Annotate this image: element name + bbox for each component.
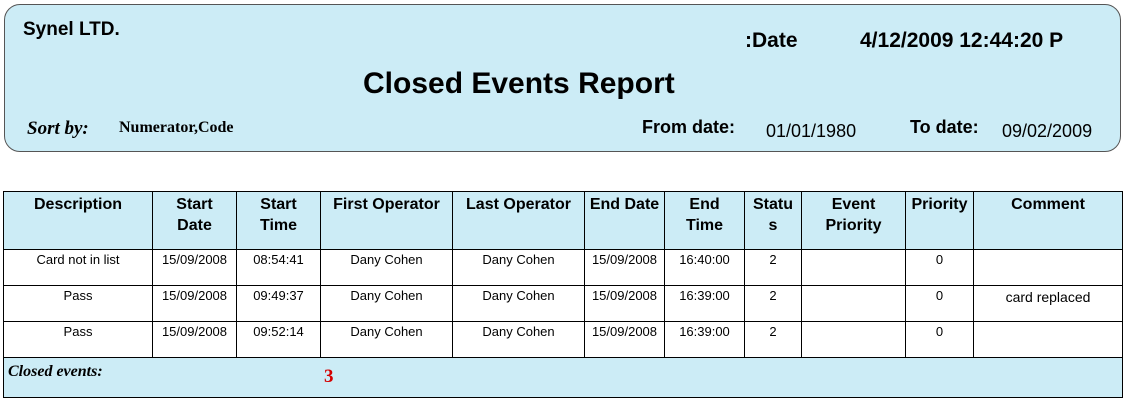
cell-start-date: 15/09/2008 xyxy=(153,250,237,286)
cell-end-time: 16:39:00 xyxy=(665,322,745,358)
cell-comment: card replaced xyxy=(974,286,1123,322)
cell-start-time: 08:54:41 xyxy=(237,250,321,286)
cell-last-operator: Dany Cohen xyxy=(453,250,585,286)
column-header-description: Description xyxy=(4,192,153,250)
table-row xyxy=(4,322,1123,358)
from-date-label: From date: xyxy=(642,117,736,137)
cell-end-date: 15/09/2008 xyxy=(585,322,665,358)
cell-comment xyxy=(974,322,1123,358)
cell-priority: 0 xyxy=(906,250,974,286)
cell-status: 2 xyxy=(745,250,802,286)
closed-events-label: Closed events: xyxy=(8,363,103,380)
to-date-value: 09/02/2009 xyxy=(1002,121,1093,141)
cell-start-date: 15/09/2008 xyxy=(153,286,237,322)
cell-first-operator: Dany Cohen xyxy=(321,286,453,322)
report-header xyxy=(4,4,1121,152)
closed-events-count: 3 xyxy=(324,366,334,387)
cell-event-priority xyxy=(802,250,906,286)
cell-first-operator: Dany Cohen xyxy=(321,250,453,286)
cell-priority: 0 xyxy=(906,286,974,322)
table-footer-row xyxy=(4,358,1123,398)
cell-event-priority xyxy=(802,286,906,322)
cell-first-operator: Dany Cohen xyxy=(321,322,453,358)
cell-end-time: 16:40:00 xyxy=(665,250,745,286)
column-header-end-time: End Time xyxy=(665,192,745,250)
from-date-value: 01/01/1980 xyxy=(766,121,857,141)
to-date-label: To date: xyxy=(910,117,979,137)
cell-end-date: 15/09/2008 xyxy=(585,286,665,322)
sort-label: Sort by: xyxy=(27,118,89,139)
cell-description: Pass xyxy=(4,322,153,358)
column-header-start-time: Start Time xyxy=(237,192,321,250)
column-header-end-date: End Date xyxy=(585,192,665,250)
cell-last-operator: Dany Cohen xyxy=(453,286,585,322)
table-row xyxy=(4,286,1123,322)
column-header-first-operator: First Operator xyxy=(321,192,453,250)
column-header-comment: Comment xyxy=(974,192,1123,250)
table-header-row xyxy=(4,192,1123,250)
cell-description: Card not in list xyxy=(4,250,153,286)
cell-last-operator: Dany Cohen xyxy=(453,322,585,358)
column-header-status: Statu s xyxy=(745,192,802,250)
cell-description: Pass xyxy=(4,286,153,322)
cell-start-time: 09:49:37 xyxy=(237,286,321,322)
column-header-last-operator: Last Operator xyxy=(453,192,585,250)
column-header-event-priority: Event Priority xyxy=(802,192,906,250)
cell-priority: 0 xyxy=(906,322,974,358)
sort-value: Numerator,Code xyxy=(119,119,234,136)
date-label: :Date xyxy=(745,29,798,52)
company-name: Synel LTD. xyxy=(23,19,120,40)
cell-comment xyxy=(974,250,1123,286)
cell-end-date: 15/09/2008 xyxy=(585,250,665,286)
cell-start-date: 15/09/2008 xyxy=(153,322,237,358)
closed-events-summary xyxy=(4,358,1123,398)
column-header-priority: Priority xyxy=(906,192,974,250)
cell-end-time: 16:39:00 xyxy=(665,286,745,322)
cell-start-time: 09:52:14 xyxy=(237,322,321,358)
cell-status: 2 xyxy=(745,322,802,358)
cell-event-priority xyxy=(802,322,906,358)
date-value: 4/12/2009 12:44:20 P xyxy=(860,29,1064,52)
table-row xyxy=(4,250,1123,286)
events-table xyxy=(3,191,1123,398)
report-title: Closed Events Report xyxy=(363,67,675,100)
cell-status: 2 xyxy=(745,286,802,322)
column-header-start-date: Start Date xyxy=(153,192,237,250)
